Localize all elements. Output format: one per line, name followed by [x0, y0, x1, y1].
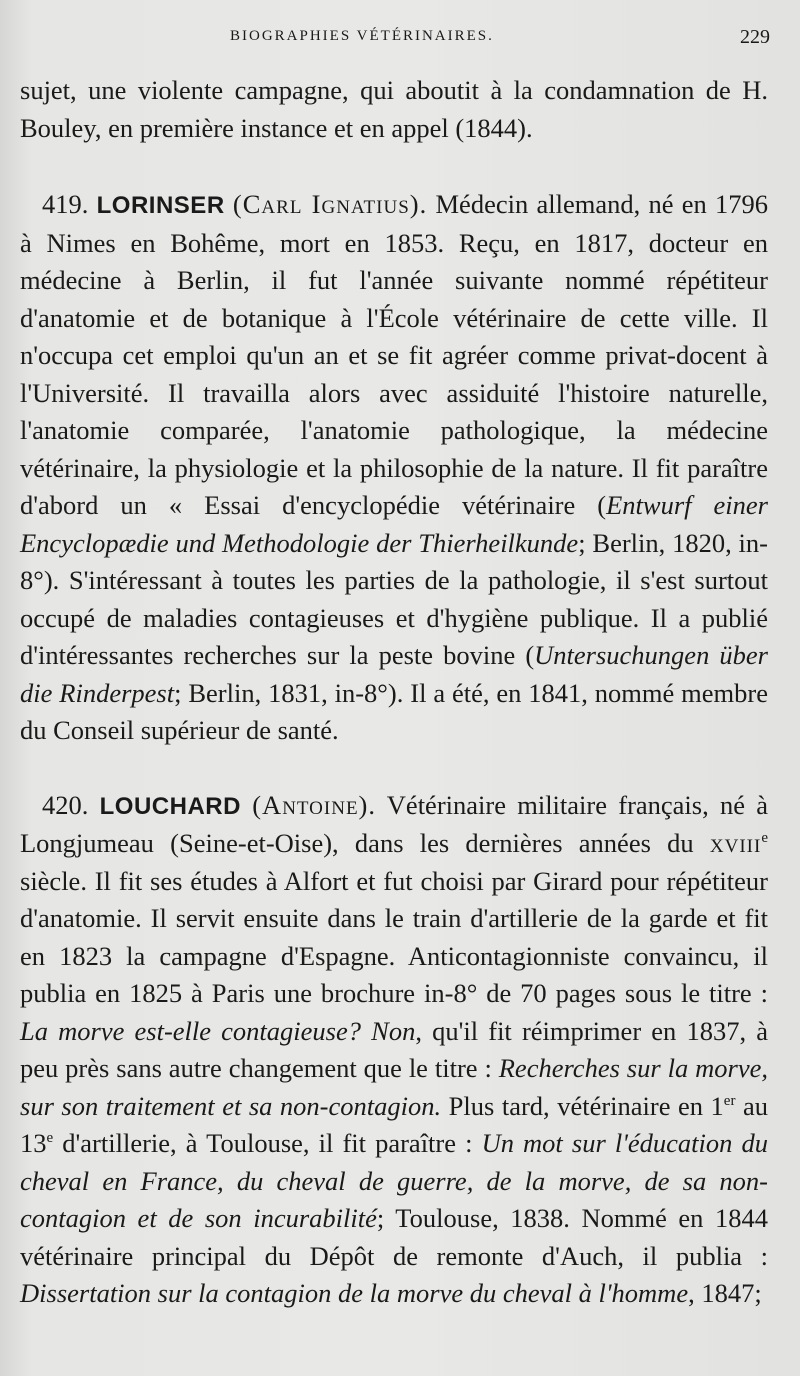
superscript: e [46, 1130, 54, 1147]
superscript: er [723, 1092, 736, 1109]
entry-text: ; Berlin, 1820, in-8°). S'intéressant à toutes les parties de la pathologie, il s'est surtout occupé de maladies contagieuses et d'hygiène publique. Il a publié d'intéressantes recherches sur la peste bovine ( [20, 527, 768, 670]
entry-text: ; Toulouse, 1838. Nommé en 1844 vétérinaire principal du Dépôt de remonte d'Auch, il publia : [20, 1203, 768, 1271]
entry-surname: LORINSER [96, 192, 225, 219]
work-title: Untersuchungen über die Rinderpest [20, 640, 768, 708]
entry-number: 419. [42, 189, 89, 219]
entry-text: , qu'il fit réimprimer en 1837, à peu près sans autre changement que le titre : [20, 1015, 768, 1083]
intro-text: sujet, une violente campagne, qui aboutit à la condamnation de H. Bouley, en première instance et en appel (1844). [20, 75, 768, 143]
entry-text: Plus tard, vétérinaire en 1 [441, 1090, 724, 1121]
entry-text: Vétérinaire militaire français, né à Longjumeau (Seine-et-Oise), dans les dernières années du [20, 789, 769, 858]
entry-surname: LOUCHARD [99, 792, 241, 820]
work-title: Dissertation sur la contagion de la morve du cheval à l'homme [20, 1278, 689, 1308]
century-numeral: xviii [709, 828, 762, 858]
intro-paragraph [20, 72, 768, 147]
running-title: BIOGRAPHIES VÉTÉRINAIRES. [230, 28, 494, 44]
entry-text: ; Berlin, 1831, in-8°). Il a été, en 1841, nommé membre du Conseil supérieur de santé. [20, 677, 769, 745]
entry-420 [20, 787, 768, 1313]
work-title: Un mot sur l'éducation du cheval en France, du cheval de guerre, de la morve, de sa non-contagion et de son incurabilité [20, 1128, 768, 1233]
entry-number: 420. [42, 789, 89, 820]
paragraph-spacer [20, 750, 768, 787]
page-number: 229 [740, 26, 770, 48]
entry-text: d'artillerie, à Toulouse, il fit paraître : [53, 1128, 482, 1158]
entry-419 [20, 186, 768, 750]
superscript: e [761, 830, 768, 847]
entry-given-names: (Carl Ignatius). [232, 189, 428, 219]
entry-given-names: (Antoine). [252, 789, 377, 820]
work-title: Entwurf einer Encyclopædie und Methodologie der Thierheilkunde [20, 490, 768, 558]
entry-text: Médecin allemand, né en 1796 à Nimes en Bohême, mort en 1853. Reçu, en 1817, docteur en médecine à Berlin, il fut l'année suivante nommé répétiteur d'anatomie et de botanique à l'École vétérinaire de cette ville. Il n'occupa cet emploi qu'un an et se fit agréer comme privat-docent à l'Université. Il travailla alors avec assiduité l'histoire naturelle, l'anatomie comparée, l'anatomie pathologique, la médecine vétérinaire, la physiologie et la philosophie de la nature. Il fit paraître d'abord un « Essai d'encyclopédie vétérinaire ( [20, 189, 769, 520]
work-title: Recherches sur la morve, sur son traitement et sa non-contagion. [20, 1053, 768, 1121]
work-title: La morve est-elle contagieuse? Non [20, 1015, 416, 1046]
body-text [20, 72, 768, 1313]
entry-text: siècle. Il fit ses études à Alfort et fut choisi par Girard pour répétiteur d'anatomie. Il servit ensuite dans le train d'artillerie de la garde et fit en 1823 la campagne d'Espagne. Anticontagionniste convaincu, il publia en 1825 à Paris une brochure in-8° de 70 pages sous le titre : [20, 865, 768, 1008]
entry-text: , 1847; [688, 1278, 762, 1308]
paragraph-spacer [20, 147, 768, 186]
entry-text: au 13 [20, 1090, 768, 1158]
running-head [0, 26, 800, 54]
